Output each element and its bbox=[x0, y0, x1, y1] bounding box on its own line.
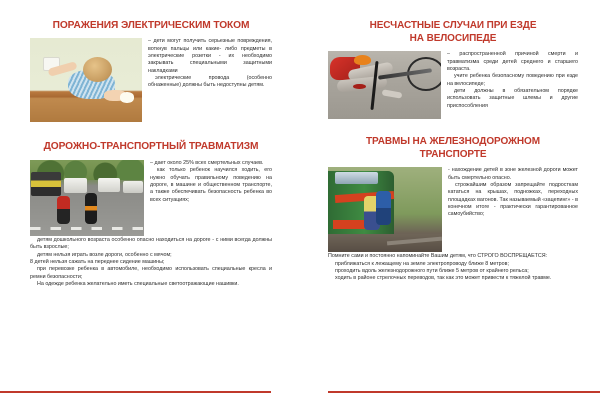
child-figure-shape bbox=[57, 196, 70, 223]
photo-teens-on-locomotive bbox=[328, 167, 442, 252]
section-title-line-2: ТРАНСПОРТЕ bbox=[419, 148, 487, 160]
paragraph: - нахождение детей в зоне железной дороги может быть смертельно опасно. bbox=[448, 167, 578, 181]
section-title-line-1: ТРАВМЫ НА ЖЕЛЕЗНОДОРОЖНОМ bbox=[366, 136, 540, 148]
photo-child-electric-socket bbox=[30, 38, 142, 122]
paragraph: дети должны в обязательном порядке использовать защитные шлемы и другие приспособления bbox=[447, 87, 578, 109]
bicycle-pedal-shape bbox=[382, 89, 403, 99]
paragraph: как только ребенок научился ходить, его нужно обучать правильному поведению на дороге, в машине и общественном транспорте, а также обеспечивать безопасность ребенка во всех ситуациях; bbox=[150, 167, 272, 203]
paragraph: детям дошкольного возраста особенно опасно находиться на дороге - с ними всегда должны быть взрослые; bbox=[30, 236, 272, 251]
section-body-railway-injuries bbox=[328, 167, 578, 282]
child-head-shape bbox=[83, 57, 112, 82]
locomotive-red-stripe-shape bbox=[333, 220, 367, 229]
photo-fallen-cyclist bbox=[328, 51, 441, 119]
footer-decoration bbox=[0, 382, 600, 412]
paragraph: электрические провода (особенно обнаженные) должны быть недоступны детям. bbox=[148, 75, 272, 89]
paragraph: детям нельзя играть возле дороги, особенно с мячом; bbox=[37, 251, 172, 258]
section-body-bicycle-accidents bbox=[328, 51, 578, 120]
section-title-electric-shock: ПОРАЖЕНИЯ ЭЛЕКТРИЧЕСКИМ ТОКОМ bbox=[52, 20, 250, 31]
paragraph: Помните сами и постоянно напоминайте Вашим детям, что СТРОГО ВОСПРЕЩАЕТСЯ: bbox=[328, 253, 548, 260]
section-road-traffic bbox=[30, 123, 272, 288]
paragraph: проходить вдоль железнодорожного пути ближе 5 метров от крайнего рельса; bbox=[335, 268, 529, 275]
paragraph: приближаться к лежащему на земле электропроводу ближе 8 метров; bbox=[335, 260, 509, 267]
child-figure-shape bbox=[85, 193, 98, 223]
section-title-line-2: НА ВЕЛОСИПЕДЕ bbox=[409, 32, 497, 44]
van-shape bbox=[123, 181, 142, 193]
section-electric-shock bbox=[30, 0, 272, 123]
locomotive-window-shape bbox=[335, 172, 378, 183]
cyclist-helmet-shape bbox=[354, 55, 371, 65]
red-divider-right bbox=[328, 391, 600, 393]
paragraph: учите ребенка безопасному поведению при езде на велосипеде; bbox=[447, 73, 578, 87]
section-bicycle-accidents bbox=[328, 0, 578, 120]
van-shape bbox=[64, 178, 87, 193]
section-title-line-1: НЕСЧАСТНЫЕ СЛУЧАИ ПРИ ЕЗДЕ bbox=[369, 20, 537, 31]
teen-figure-shape bbox=[376, 191, 391, 225]
child-sock-shape bbox=[120, 92, 135, 103]
section-body-road-traffic bbox=[30, 160, 272, 288]
paragraph: – дети могут получить серьезные повреждения, воткнув пальцы или какие- либо предметы в электрические розетки - их необходимо закрывать специальными защитными накладками bbox=[148, 38, 272, 74]
section-title-bicycle-accidents bbox=[328, 20, 578, 45]
paragraph: ходить в районе стрелочных переводов, так как это может привести к тяжелой травме. bbox=[335, 275, 552, 282]
section-title-road-traffic: ДОРОЖНО-ТРАНСПОРТНЫЙ ТРАВМАТИЗМ bbox=[43, 141, 259, 153]
paragraph: при перевозке ребенка в автомобиле, необходимо использовать специальные кресла и ремни безопасности; bbox=[30, 266, 272, 280]
van-shape bbox=[98, 178, 120, 192]
track-ground-shape bbox=[328, 234, 442, 253]
paragraph: 8 детей нельзя сажать на переднее сидение машины; bbox=[30, 258, 165, 265]
section-body-electric-shock bbox=[30, 38, 272, 123]
paragraph: – распространенной причиной смерти и травматизма среди детей среднего и старшего возраста. bbox=[447, 51, 578, 72]
red-divider-left bbox=[0, 391, 271, 393]
section-railway-injuries bbox=[328, 120, 578, 283]
paragraph: – дает около 25% всех смертельных случаев. bbox=[150, 159, 264, 166]
road-marking-shape bbox=[30, 227, 144, 230]
right-column bbox=[300, 0, 600, 412]
photo-children-crossing-road bbox=[30, 160, 144, 236]
paragraph: строжайшим образом запрещайте подросткам кататься на крышах, подножках, переходных площадках вагонов. Так называемый «зацепинг» - в конечном итоге - практически гарантированное самоубийство; bbox=[448, 182, 578, 218]
bus-shape bbox=[31, 172, 61, 196]
paragraph: На одежде ребенка желательно иметь специальные светоотражающие нашивки. bbox=[37, 280, 239, 287]
section-title-railway-injuries bbox=[328, 136, 578, 161]
